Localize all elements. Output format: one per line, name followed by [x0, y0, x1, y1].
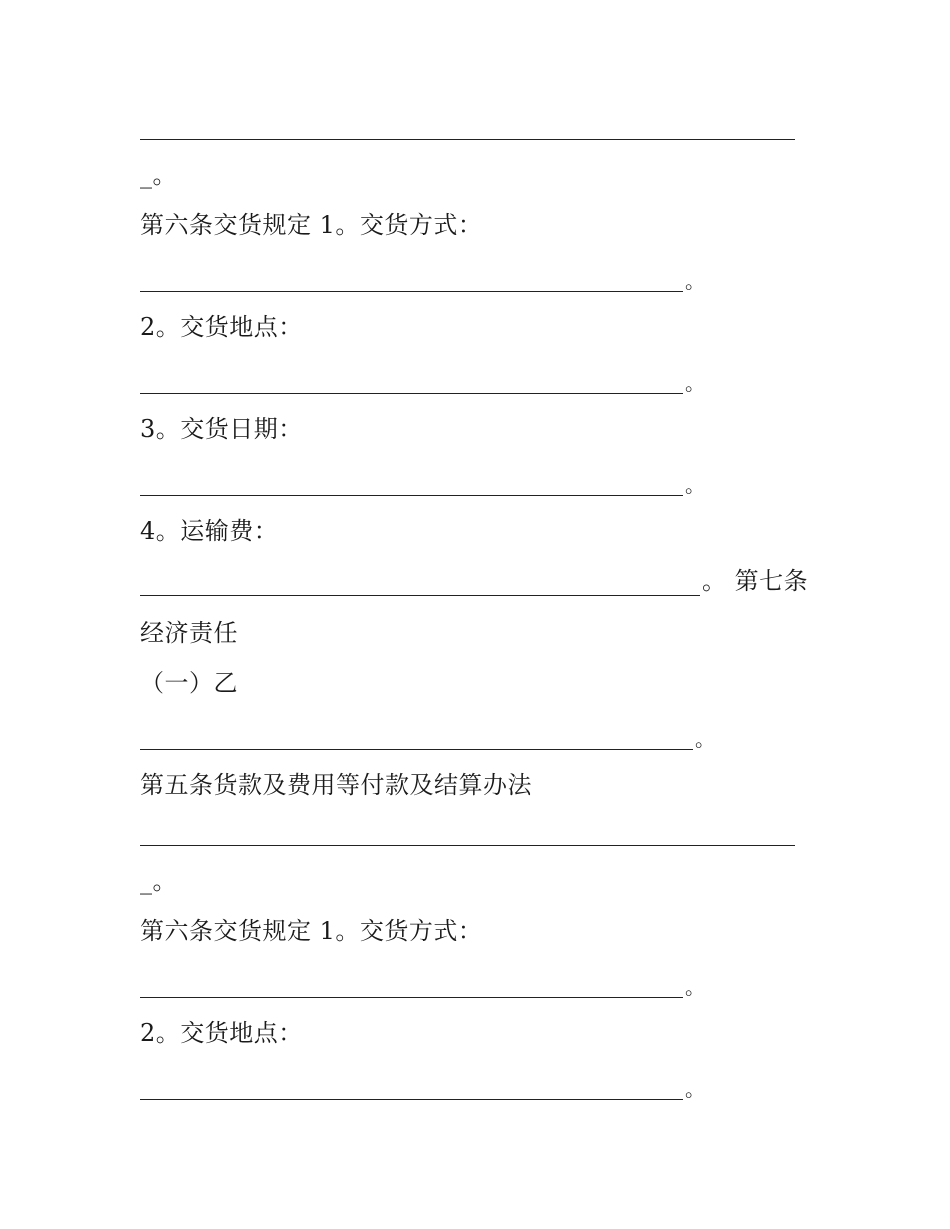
delivery-place-blank-repeat: [140, 1070, 705, 1100]
line-text: 。 第七条: [702, 567, 809, 595]
freight-label: [140, 516, 278, 546]
fill-blank[interactable]: [140, 1075, 683, 1100]
line-ending: [140, 866, 177, 896]
delivery-place-label-repeat: [140, 1018, 303, 1048]
delivery-method-blank: [140, 262, 705, 292]
period: 。: [685, 269, 705, 293]
clause-text: 3。交货日期：: [140, 415, 303, 443]
line-text: _。: [140, 867, 177, 895]
delivery-method-blank-repeat: [140, 968, 705, 998]
delivery-place-blank: [140, 364, 705, 394]
fill-blank[interactable]: [140, 369, 683, 394]
clause-text: （一）乙: [140, 669, 238, 697]
line-ending: [140, 160, 177, 190]
clause-text: 经济责任: [140, 619, 238, 647]
clause-5-heading: [140, 770, 532, 800]
delivery-date-blank: [140, 466, 705, 496]
clause-6-heading: [140, 210, 482, 240]
period: 。: [695, 727, 715, 751]
clause-text: 第六条交货规定 1。交货方式：: [140, 917, 483, 945]
period: 。: [685, 371, 705, 395]
subclause-1-blank: [140, 720, 715, 750]
period: 。: [685, 975, 705, 999]
clause-text: 4。运输费：: [140, 517, 279, 545]
blank-line-1: [140, 110, 795, 140]
fill-blank[interactable]: [140, 725, 693, 750]
delivery-date-label: [140, 414, 303, 444]
delivery-place-label: [140, 312, 303, 342]
subclause-1: [140, 668, 238, 698]
clause-6-heading-repeat: [140, 916, 482, 946]
clause-text: 第六条交货规定 1。交货方式：: [140, 211, 483, 239]
fill-blank[interactable]: [140, 571, 700, 596]
line-text: _。: [140, 161, 177, 189]
payment-blank: [140, 816, 795, 846]
fill-blank[interactable]: [140, 115, 795, 140]
clause-text: 2。交货地点：: [140, 313, 303, 341]
freight-blank: [140, 566, 808, 596]
fill-blank[interactable]: [140, 973, 683, 998]
period: 。: [685, 1077, 705, 1101]
clause-text: 第五条货款及费用等付款及结算办法: [140, 771, 532, 799]
period: 。: [685, 473, 705, 497]
fill-blank[interactable]: [140, 821, 795, 846]
clause-text: 2。交货地点：: [140, 1019, 303, 1047]
fill-blank[interactable]: [140, 471, 683, 496]
fill-blank[interactable]: [140, 267, 683, 292]
economic-liability-heading: [140, 618, 238, 648]
